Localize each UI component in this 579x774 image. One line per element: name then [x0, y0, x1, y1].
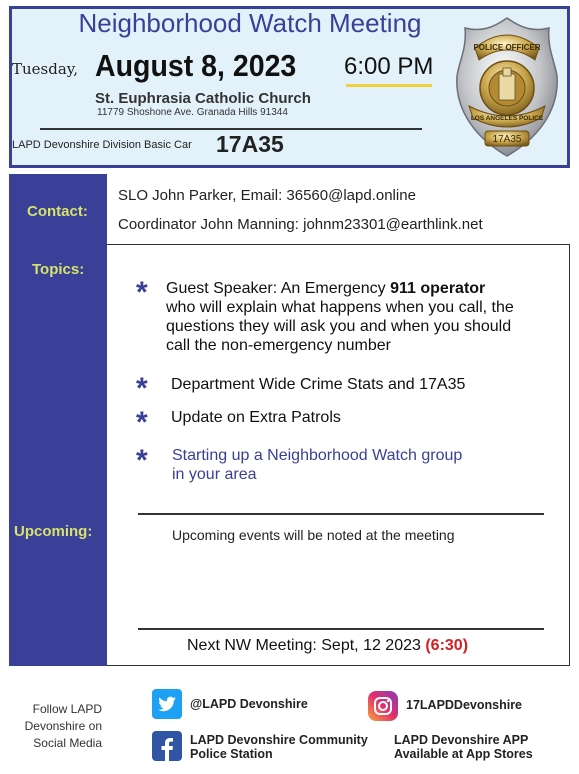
meeting-time: 6:00 PM	[344, 53, 434, 80]
contact-coordinator: Coordinator John Manning: johnm23301@earthlink.net	[118, 216, 483, 233]
venue-name: St. Euphrasia Catholic Church	[95, 90, 311, 107]
topic-guest-bold: 911 operator	[390, 280, 486, 297]
next-meeting-date: Next NW Meeting: Sept, 12 2023	[187, 637, 426, 654]
upcoming-label: Upcoming:	[14, 523, 93, 540]
star-bullet-icon: *	[136, 276, 148, 309]
topic-guest-rest: who will explain what happens when you call, the questions they will ask you and when you should call the non-emergency number	[166, 299, 514, 354]
facebook-page[interactable]: LAPD Devonshire Community Police Station	[190, 733, 368, 761]
meeting-weekday: Tuesday,	[12, 60, 79, 78]
topics-label: Topics:	[32, 261, 85, 278]
topic-crime-stats: Department Wide Crime Stats and 17A35	[171, 376, 466, 393]
upcoming-events-text: Upcoming events will be noted at the meeting	[172, 527, 455, 543]
badge-ribbon-text: LOS ANGELES POLICE	[470, 115, 544, 122]
facebook-icon[interactable]	[152, 731, 182, 761]
division-label: LAPD Devonshire Division Basic Car	[12, 139, 192, 151]
topic-watch-group: Starting up a Neighborhood Watch group in your area	[172, 447, 463, 483]
star-bullet-icon: *	[136, 444, 148, 477]
contact-slo: SLO John Parker, Email: 36560@lapd.online	[118, 187, 416, 204]
header-divider	[40, 128, 422, 130]
police-badge-icon	[455, 14, 559, 160]
twitter-handle[interactable]: @LAPD Devonshire	[190, 697, 308, 711]
badge-number: 17A35	[492, 134, 522, 145]
star-bullet-icon: *	[136, 406, 148, 439]
section-divider	[138, 628, 544, 630]
topic-guest-prefix: Guest Speaker: An Emergency	[166, 280, 391, 297]
star-bullet-icon: *	[136, 372, 148, 405]
next-meeting-time: (6:30)	[425, 637, 469, 654]
time-underline	[346, 84, 432, 87]
twitter-icon[interactable]	[152, 689, 182, 719]
follow-text: Follow LAPD Devonshire on Social Media	[24, 702, 102, 750]
badge-top-text: POLICE OFFICER	[473, 43, 541, 52]
instagram-icon[interactable]	[368, 691, 398, 721]
page-title: Neighborhood Watch Meeting	[78, 8, 422, 38]
left-sidebar	[9, 174, 107, 666]
app-store-text: LAPD Devonshire APP Available at App Stores	[394, 733, 533, 761]
venue-address: 11779 Shoshone Ave. Granada Hills 91344	[97, 107, 288, 118]
contact-label: Contact:	[27, 203, 88, 220]
topic-extra-patrols: Update on Extra Patrols	[171, 409, 341, 426]
basic-car-number: 17A35	[216, 131, 284, 157]
topic-guest-speaker	[166, 279, 536, 355]
instagram-handle[interactable]: 17LAPDDevonshire	[406, 698, 523, 712]
next-meeting	[187, 637, 468, 655]
section-divider	[138, 513, 544, 515]
meeting-date: August 8, 2023	[95, 48, 297, 83]
